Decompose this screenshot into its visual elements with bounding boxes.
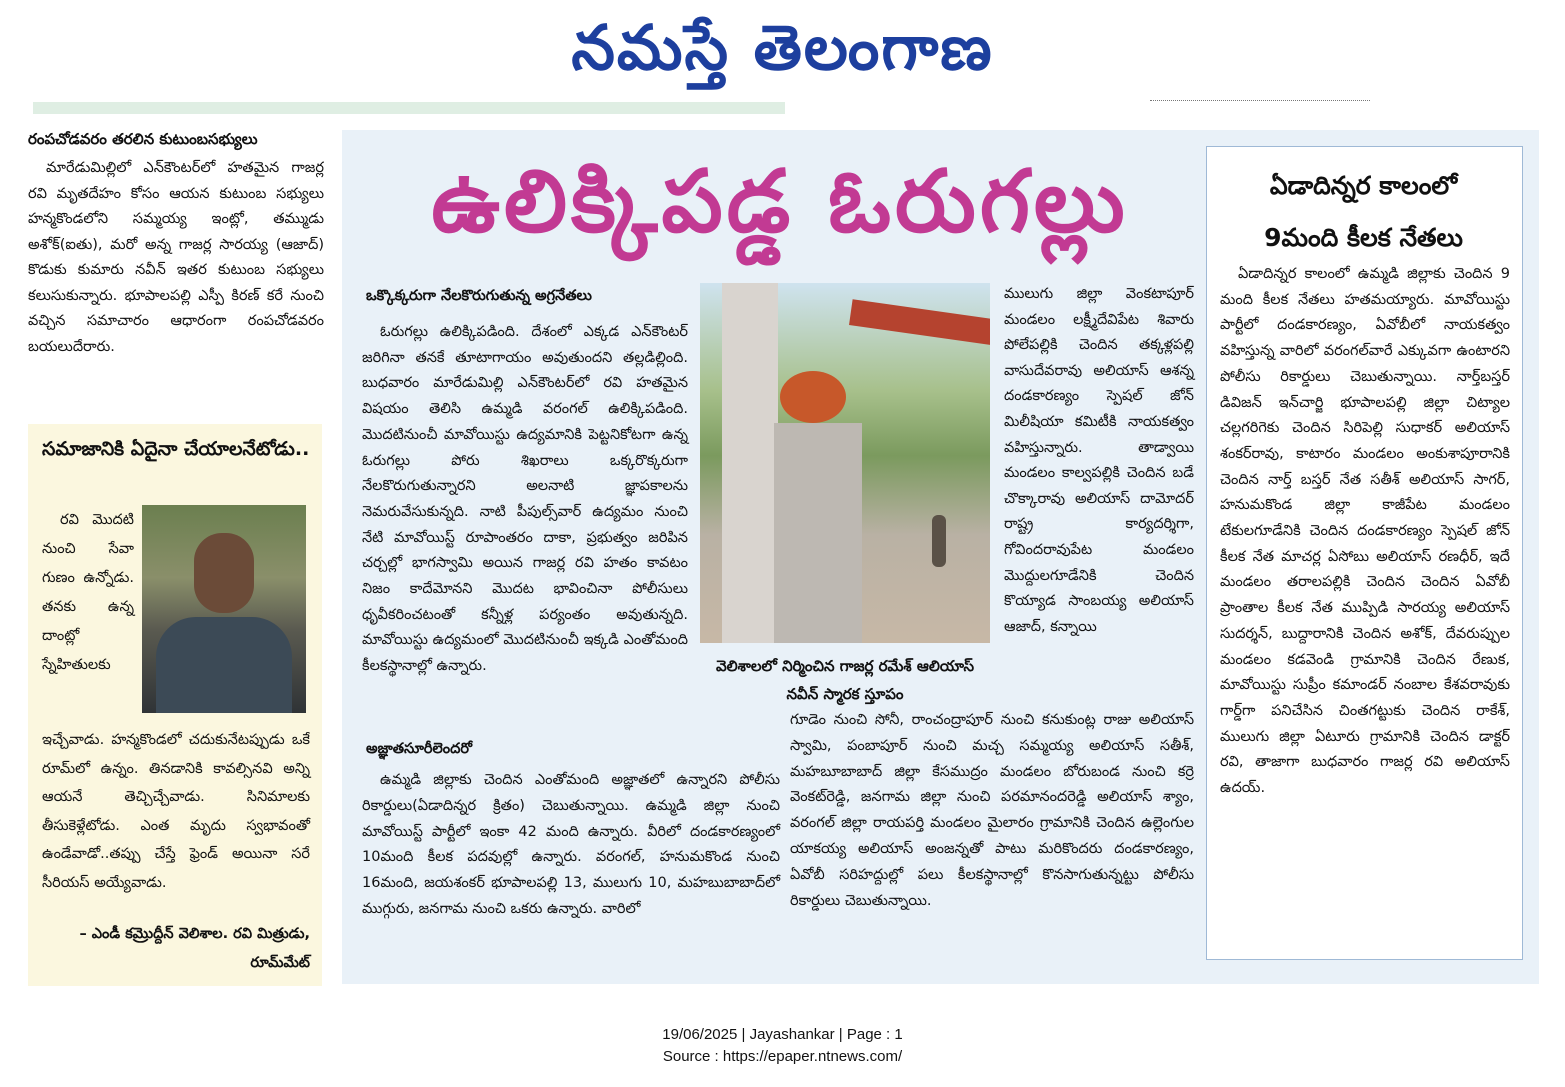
quote-narrow-text: రవి మొదటి నుంచి సేవా గుణం ఉన్నోడు. తనకు ఉన్న దాంట్లో స్నేహితులకు xyxy=(42,512,134,673)
main-article-lower-text: గూడెం నుంచి సోనీ, రాంచంద్రాపూర్ నుంచి కనుకుంట్ల రాజు అలియాస్ స్వామి, పంబాపూర్ నుంచి మచ్చ సమ్మయ్య అలియాస్ సతీశ్, మహబూబాబాద్ జిల్లా కేసముద్రం మండలం బోరుబండ నుంచి కర్రె వెంకట్‌రెడ్డి, జనగామ జిల్లా నుంచి పరమానందరెడ్డి అలియాస్ శ్యాం, వరంగల్ జిల్లా రాయపర్తి మండలం మైలారం గ్రామానికి చెందిన ఉల్లెంగుల యాకయ్య అలియాస్ అంజన్నతో పాటు మరికొందరు దండకారణ్యం, ఏవోబీ సరిహద్దుల్లో పలు కీలకస్థానాల్లో కొనసాగుతున్నట్టు పోలీసు రికార్డులు చెబుతున్నాయి. xyxy=(790,712,1194,909)
ravi-friend-photo xyxy=(142,505,306,713)
side-box-title-line2: 9మంది కీలక నేతలు xyxy=(1264,223,1463,252)
photo-caption: వెలిశాలలో నిర్మించిన గాజర్ల రమేశ్ ఆలియాస్ నవీన్ స్మారక స్తూపం xyxy=(715,657,975,703)
quote-signature: – ఎండీ కమ్రొద్దీన్ వెలిశాల. రవి మిత్రుడు, రూమ్‌మేట్ xyxy=(79,926,310,971)
quote-wide-text: ఇచ్చేవాడు. హన్మకొండలో చదుకునేటప్పుడు ఒకే రూమ్‌లో ఉన్నం. తినడానికి కావల్సినవి అన్ని ఆయనే తెచ్చిచ్చేవాడు. సినిమాలకు తీసుకెళ్లేటోడు. ఎంత మృదు స్వభావంతో ఉండేవాడో..తప్పు చేస్తే ఫ్రెండ్ అయినా సరే సీరియస్ అయ్యేవాడు. xyxy=(42,732,310,891)
quote-box-title: సమాజానికి ఏదైనా చేయాలనేటోడు.. xyxy=(42,438,310,460)
subheading-underground: అజ్ఞాతసూరీలెందరో xyxy=(366,741,473,757)
side-box-body: ఏడాదిన్నర కాలంలో ఉమ్మడి జిల్లాకు చెందిన 9 మంది కీలక నేతలు హతమయ్యారు. మావోయిస్టు పార్టీలో దండకారణ్యం, ఏవోబీలో నాయకత్వం వహిస్తున్న వారిలో వరంగల్‌వారే ఎక్కువగా ఉంటారని పోలీసు రికార్డులు చెబుతున్నాయి. నార్త్‌బస్తర్ డివిజన్ ఇన్‌చార్జి భూపాలపల్లి జిల్లా చిట్యాల చల్లగరిగెకు చెందిన సిరిపెల్లి సుధాకర్ అలియాస్ శంకర్‌రావు, కాటారం మండలం అంకుశాపూరానికి చెందిన నార్త్ బస్తర్ నేత సతీశ్ అలియాస్ సాగర్, హనుమకొండ జిల్లా కాజీపేట మండలం టేకులగూడేనికి చెందిన దండకారణ్యం స్పెషల్ జోన్ కీలక నేత మాచర్ల ఏసోబు అలియాస్ రణధీర్, ఇదే మండలం తరాలపల్లికి చెందిన చెందిన ఏవోబీ ప్రాంతాల కీలక నేత ముప్పిడి సారయ్య అలియాస్ సుదర్శన్, బుద్దారానికి చెందిన అశోక్, దేవరుప్పుల మండలం కడవెండి గ్రామానికి చెందిన రేణుక, మావోయిస్టు సుప్రీం కమాండర్ నంబాల కేశవరావుకు గార్డ్‌గా పనిచేసిన చింతగట్టుకు చెందిన రాకేశ్, ములుగు జిల్లా ఏటూరు గ్రామానికి చెందిన డాక్టర్ రవి, తాజాగా బుధవారం గాజర్ల రవి అలియాస్ ఉదయ్. xyxy=(1220,266,1510,797)
side-box-title xyxy=(1206,160,1521,264)
main-headline: ఉలిక్కిపడ్డ ఓరుగల్లు xyxy=(431,152,1129,252)
side-box-title-line1: ఏడాదిన్నర కాలంలో xyxy=(1269,171,1458,200)
memorial-stupa-photo xyxy=(700,283,990,643)
subheading-leaders: ఒక్కొక్కరుగా నేలకొరుగుతున్న అగ్రనేతలు xyxy=(366,288,592,304)
left-article-headline: రంపచోడవరం తరలిన కుటుంబసభ్యులు xyxy=(28,130,258,148)
page-footer xyxy=(0,1024,1565,1068)
left-article-body: మారేడుమిల్లిలో ఎన్‌కౌంటర్‌లో హతమైన గాజర్ల రవి మృతదేహం కోసం ఆయన కుటుంబ సభ్యులు హన్మకొండలోని సమ్మయ్య ఇంట్లో, తమ్ముడు అశోక్(ఐతు), మరో అన్న గాజర్ల సారయ్య (ఆజాద్) కొడుకు కుమారు నవీన్ ఇతర కుటుంబ సభ్యులు కలుసుకున్నారు. భూపాలపల్లి ఎస్పీ కిరణ్ కరే నుంచి వచ్చిన సమాచారం ఆధారంగా రంపచోడవరం బయలుదేరారు. xyxy=(28,160,324,355)
masthead-logo: నమస్తే తెలంగాణ xyxy=(571,11,994,84)
footer-source-line: Source : https://epaper.ntnews.com/ xyxy=(662,1048,903,1065)
main-article-body-1: ఓరుగల్లు ఉలిక్కిపడింది. దేశంలో ఎక్కడ ఎన్‌కౌంటర్ జరిగినా తనకే తూటాగాయం అవుతుందని తల్లడిల్లింది. బుధవారం మారేడుమిల్లి ఎన్‌కౌంటర్‌లో రవి హతమైన విషయం తెలిసి ఉమ్మడి వరంగల్ ఉలిక్కిపడింది. మొదటినుంచీ మావోయిస్టు ఉద్యమానికి పెట్టనికోటగా ఉన్న ఓరుగల్లు పోరు శిఖరాలు ఒక్కరొక్కరుగా నేలకొరుగుతున్నారని అలనాటి జ్ఞాపకాలను నెమరువేసుకున్నది. నాటి పీపుల్స్‌వార్ ఉద్యమం నుంచి నేటి మావోయిస్ట్ రూపాంతరం దాకా, ప్రభుత్వం జరిపిన చర్చల్లో భాగస్వామి అయిన గాజర్ల రవి హతం కావటం నిజం కాదేమోనని మొదట భావించినా పోలీసులు ధృవీకరించటంతో కన్నీళ్ల పర్యంతం అవుతున్నది. మావోయిస్టు ఉద్యమంలో మొదటినుంచీ ఇక్కడి ఎంతోమంది కీలకస్థానాల్లో ఉన్నారు. xyxy=(362,324,688,675)
footer-date-line: 19/06/2025 | Jayashankar | Page : 1 xyxy=(662,1026,903,1043)
main-article-column-3: ములుగు జిల్లా వెంకటాపూర్ మండలం లక్ష్మీదేవిపేట శివారు పోలేపల్లికి చెందిన తక్కళ్లపల్లి వాసుదేవరావు అలియాస్ ఆశన్న దండకారణ్యం స్పెషల్ జోన్ మిలీషియా కమిటీకి నాయకత్వం వహిస్తున్నారు. తాడ్వాయి మండలం కాల్వపల్లికి చెందిన బడే చొక్కారావు అలియాస్ దామోదర్ రాష్ట్ర కార్యదర్శిగా, గోవిందరావుపేట మండలం మొద్దులగూడేనికి చెందిన కొయ్యాడ సాంబయ్య అలియాస్ ఆజాద్, కన్నాయి xyxy=(1004,286,1194,635)
top-divider-right xyxy=(1150,100,1370,105)
main-article-body-2: ఉమ్మడి జిల్లాకు చెందిన ఎంతోమంది అజ్ఞాతలో ఉన్నారని పోలీసు రికార్డులు(ఏడాదిన్నర క్రితం) చెబుతున్నాయి. ఉమ్మడి జిల్లా నుంచి మావోయిస్ట్ పార్టీలో ఇంకా 42 మంది ఉన్నారు. వీరిలో దండకారణ్యంలో 10మంది కీలక పదవుల్లో ఉన్నారు. వరంగల్, హనుమకొండ నుంచి 16మంది, జయశంకర్ భూపాలపల్లి 13, ములుగు 10, మహబుబాబాద్‌లో ముగ్గురు, జనగామ నుంచి ఒకరు ఉన్నారు. వారిలో xyxy=(362,772,780,917)
top-divider xyxy=(33,102,785,114)
